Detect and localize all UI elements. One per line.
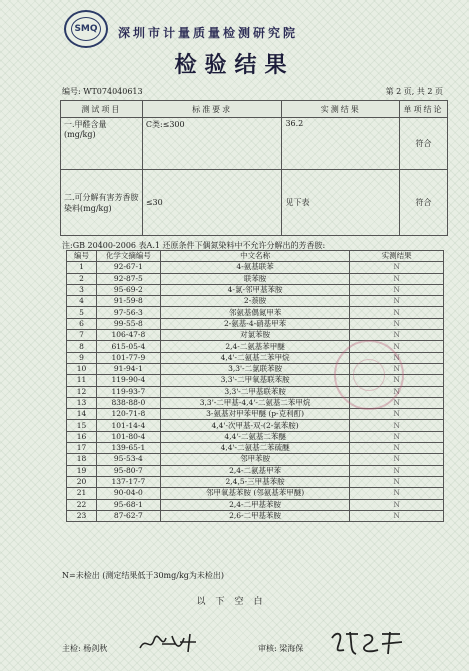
amine-chinese-name: 2-萘胺: [160, 296, 350, 307]
inspector-signature: [136, 630, 202, 656]
amine-number: 20: [67, 476, 97, 487]
requirement: C类:≤300: [142, 118, 282, 170]
amine-number: 15: [67, 420, 97, 431]
test-item: 一.甲醛含量 (mg/kg): [61, 118, 143, 170]
report-number: 编号: WT074040613: [62, 87, 143, 96]
amine-result: N: [350, 420, 444, 431]
conclusion: 符合: [400, 170, 448, 236]
amine-chinese-name: 2-氨基-4-硝基甲苯: [160, 318, 350, 329]
amine-result: N: [350, 488, 444, 499]
amine-header-row: [67, 251, 444, 262]
amine-chinese-name: 4-氨基联苯: [160, 262, 350, 273]
amine-row: [67, 307, 444, 318]
amine-cas-number: 87-62-7: [96, 510, 160, 521]
amine-result: N: [350, 409, 444, 420]
result: 36.2: [282, 118, 400, 170]
amine-number: 21: [67, 488, 97, 499]
header-cas: 化学文摘编号: [96, 251, 160, 262]
requirement: ≤30: [142, 170, 282, 236]
amine-chinese-name: 4,4'-二氨基二苯硫醚: [160, 443, 350, 454]
amine-row: [67, 510, 444, 521]
amine-number: 6: [67, 318, 97, 329]
amine-chinese-name: 2,6-二甲基苯胺: [160, 510, 350, 521]
amine-chinese-name: 4,4'-次甲基-双-(2-氯苯胺): [160, 420, 350, 431]
smq-logo-icon: [64, 10, 108, 48]
amine-chinese-name: 4-氯-邻甲基苯胺: [160, 284, 350, 295]
reviewer-label: 审核: 梁海保: [258, 644, 304, 653]
amine-number: 5: [67, 307, 97, 318]
amine-row: [67, 409, 444, 420]
amine-row: [67, 476, 444, 487]
amine-number: 3: [67, 284, 97, 295]
amine-chinese-name: 4,4'-二氨基二苯甲烷: [160, 352, 350, 363]
amine-cas-number: 95-69-2: [96, 284, 160, 295]
amine-row: [67, 284, 444, 295]
amine-row: [67, 443, 444, 454]
amine-result: N: [350, 318, 444, 329]
amine-cas-number: 119-93-7: [96, 386, 160, 397]
amine-chinese-name: 邻甲氧基苯胺 (邻氨基苯甲醚): [160, 488, 350, 499]
amine-result: N: [350, 431, 444, 442]
amine-chinese-name: 2,4-二甲基苯胺: [160, 499, 350, 510]
amine-cas-number: 101-80-4: [96, 431, 160, 442]
amine-result: N: [350, 510, 444, 521]
amine-result: N: [350, 499, 444, 510]
amine-number: 10: [67, 363, 97, 374]
amine-row: [67, 488, 444, 499]
amine-chinese-name: 2,4-二氨基甲苯: [160, 465, 350, 476]
amine-cas-number: 99-55-8: [96, 318, 160, 329]
amine-cas-number: 139-65-1: [96, 443, 160, 454]
test-item: 二.可分解有害芳香胺染料(mg/kg): [61, 170, 143, 236]
logo-text: SMQ: [71, 17, 101, 41]
amine-result: N: [350, 273, 444, 284]
amine-cas-number: 95-53-4: [96, 454, 160, 465]
amine-cas-number: 106-47-8: [96, 330, 160, 341]
amine-number: 12: [67, 386, 97, 397]
blank-marker: 以下空白: [196, 597, 273, 607]
header-result: 实测结果: [282, 101, 400, 118]
inspector-label: 主检: 杨剑秋: [62, 644, 108, 653]
amine-cas-number: 95-68-1: [96, 499, 160, 510]
amine-row: [67, 431, 444, 442]
amine-result: N: [350, 443, 444, 454]
amine-cas-number: 101-14-4: [96, 420, 160, 431]
conclusion: 符合: [400, 118, 448, 170]
amine-number: 22: [67, 499, 97, 510]
amine-number: 7: [67, 330, 97, 341]
test-results-table: [60, 100, 448, 236]
page-number: 第 2 页, 共 2 页: [385, 87, 443, 96]
amine-result: N: [350, 465, 444, 476]
standard-note: 注:GB 20400-2006 表A.1 还原条件下偶氮染料中不允许分解出的芳香胺:: [62, 241, 326, 250]
amine-number: 19: [67, 465, 97, 476]
amine-result: N: [350, 386, 444, 397]
official-seal: [334, 340, 404, 410]
table-row: [61, 118, 448, 170]
header-requirement: 标准要求: [142, 101, 282, 118]
amine-chinese-name: 邻氨基偶氮甲苯: [160, 307, 350, 318]
reviewer-signature: [328, 628, 410, 658]
header-number: 编号: [67, 251, 97, 262]
amine-chinese-name: 邻甲苯胺: [160, 454, 350, 465]
amine-cas-number: 119-90-4: [96, 375, 160, 386]
page-title: 检验结果: [174, 52, 295, 78]
amine-chinese-name: 2,4,5-三甲基苯胺: [160, 476, 350, 487]
amine-chinese-name: 3,3'-二甲基-4,4'-二氨基二苯甲烷: [160, 397, 350, 408]
amine-number: 1: [67, 262, 97, 273]
amine-row: [67, 420, 444, 431]
amine-cas-number: 615-05-4: [96, 341, 160, 352]
amine-cas-number: 101-77-9: [96, 352, 160, 363]
amine-row: [67, 330, 444, 341]
amine-row: [67, 465, 444, 476]
amine-number: 2: [67, 273, 97, 284]
header-test-item: 测试项目: [61, 101, 143, 118]
amine-cas-number: 92-87-5: [96, 273, 160, 284]
amine-result: N: [350, 352, 444, 363]
amine-result: N: [350, 330, 444, 341]
header-measured: 实测结果: [350, 251, 444, 262]
organization-name: 深圳市计量质量检测研究院: [118, 26, 299, 40]
result: 见下表: [282, 170, 400, 236]
amine-chinese-name: 联苯胺: [160, 273, 350, 284]
amine-row: [67, 273, 444, 284]
amine-result: N: [350, 454, 444, 465]
amine-cas-number: 838-88-0: [96, 397, 160, 408]
amine-number: 16: [67, 431, 97, 442]
amine-chinese-name: 3,3'-二甲基联苯胺: [160, 386, 350, 397]
amine-chinese-name: 3,3'-二甲氧基联苯胺: [160, 375, 350, 386]
amine-result: N: [350, 363, 444, 374]
amine-result: N: [350, 296, 444, 307]
amine-result: N: [350, 476, 444, 487]
amine-result: N: [350, 375, 444, 386]
amine-number: 9: [67, 352, 97, 363]
amine-cas-number: 91-94-1: [96, 363, 160, 374]
amine-row: [67, 454, 444, 465]
amine-number: 4: [67, 296, 97, 307]
amine-row: [67, 318, 444, 329]
amine-cas-number: 120-71-8: [96, 409, 160, 420]
table-row: [61, 170, 448, 236]
amine-row: [67, 499, 444, 510]
amine-result: N: [350, 397, 444, 408]
amine-chinese-name: 对氯苯胺: [160, 330, 350, 341]
amine-cas-number: 92-67-1: [96, 262, 160, 273]
amine-cas-number: 97-56-3: [96, 307, 160, 318]
amine-number: 13: [67, 397, 97, 408]
amine-result: N: [350, 341, 444, 352]
amine-cas-number: 90-04-0: [96, 488, 160, 499]
header-conclusion: 单项结论: [400, 101, 448, 118]
amine-chinese-name: 4,4'-二氨基二苯醚: [160, 431, 350, 442]
amine-number: 18: [67, 454, 97, 465]
amine-row: [67, 262, 444, 273]
amine-number: 14: [67, 409, 97, 420]
amine-number: 11: [67, 375, 97, 386]
amine-number: 23: [67, 510, 97, 521]
amine-result: N: [350, 284, 444, 295]
header-chinese-name: 中文名称: [160, 251, 350, 262]
amine-result: N: [350, 262, 444, 273]
amine-cas-number: 91-59-8: [96, 296, 160, 307]
amine-chinese-name: 3,3'-二氯联苯胺: [160, 363, 350, 374]
amine-number: 17: [67, 443, 97, 454]
amine-chinese-name: 3-氨基对甲苯甲醚 (p-克利酊): [160, 409, 350, 420]
amine-cas-number: 137-17-7: [96, 476, 160, 487]
amine-number: 8: [67, 341, 97, 352]
amine-result: N: [350, 307, 444, 318]
amine-chinese-name: 2,4-二氨基苯甲醚: [160, 341, 350, 352]
amine-row: [67, 296, 444, 307]
footnote: N=未检出 (测定结果低于30mg/kg为未检出): [62, 571, 225, 580]
table-header-row: [61, 101, 448, 118]
amine-cas-number: 95-80-7: [96, 465, 160, 476]
